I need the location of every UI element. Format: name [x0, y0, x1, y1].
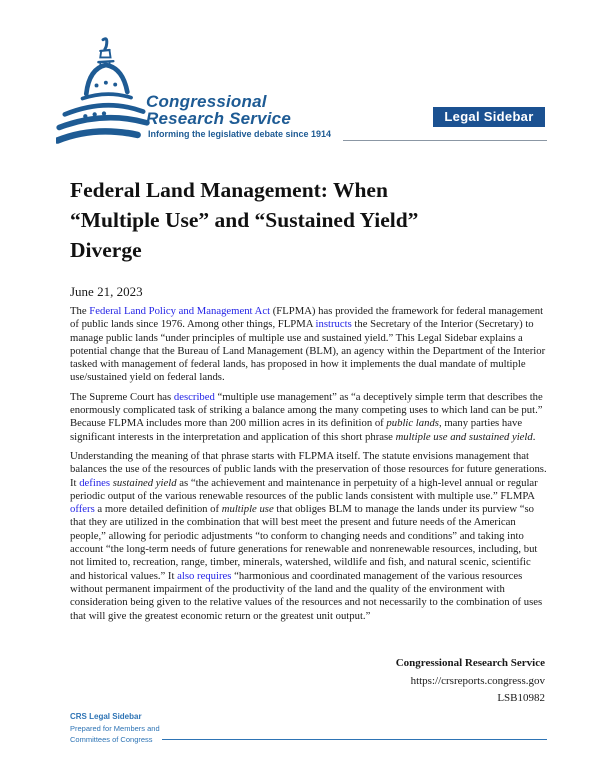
text-run: The Supreme Court has — [70, 390, 174, 403]
footer-series-title: CRS Legal Sidebar — [70, 712, 142, 721]
text-run: (FLPMA) has provided the framework for federal management of public lands since 1976. Among other things, FLPMA — [70, 305, 544, 331]
text-run: Understanding the meaning of that phrase starts with FLPMA itself. The statute envisions management that balances the use of the resources of public lands with the preservation of those resources for future generations. It — [70, 449, 547, 489]
inline-link[interactable]: instructs — [315, 318, 352, 331]
inline-link[interactable]: offers — [70, 503, 95, 516]
footer-prepared-line1: Prepared for Members and — [70, 723, 160, 733]
body-paragraphs — [70, 305, 547, 629]
text-run: the Secretary of the Interior (Secretary) to manage public lands “under principles of multiple use and sustained yield.” This Legal Sidebar explains a potential change that the Bureau of Land Management (BLM), an agency within the Department of the Interior tasked with management of federal lands, has proposed in how it implements the dual mandate of multiple use/sustained yield on federal lands. — [70, 318, 546, 384]
footer-prepared-line2: Committees of Congress — [70, 735, 153, 744]
footer-doc-id: LSB10982 — [497, 692, 545, 704]
title-line-3: Diverge — [70, 238, 142, 262]
publication-date: June 21, 2023 — [70, 284, 143, 299]
text-run: “harmonious and coordinated management of the various resources without permanent impairment of the productivity of the land and the quality of the environment with consideration being given to the relative values of the resources and not necessarily to the combination of uses that will give the greatest economic return or the greatest unit output.” — [70, 569, 543, 622]
footer-url[interactable]: https://crsreports.congress.gov — [410, 674, 545, 687]
footer-left — [70, 711, 160, 746]
text-run: . — [532, 430, 536, 443]
page-title — [70, 175, 550, 265]
footer-org-name: Congressional Research Service — [395, 657, 545, 669]
footer-divider — [162, 739, 547, 740]
inline-link[interactable]: defines — [79, 476, 111, 489]
logo-org-line2: Research Service — [146, 109, 291, 128]
logo-tagline: Informing the legislative debate since 1914 — [148, 129, 332, 139]
italic-term: multiple use and sustained yield — [395, 430, 533, 443]
text-run: , many parties have significant interests in the interpretation and application of this short phrase — [70, 417, 523, 443]
inline-link[interactable]: Federal Land Policy and Management Act — [89, 305, 271, 317]
footer-right — [396, 655, 545, 708]
inline-link[interactable]: also requires — [177, 569, 232, 582]
text-run: “multiple use management” as “a deceptively simple term that describes the enormously complicated task of striking a balance among the many competing uses to which land can be put.” Because FLPMA includes more than 200 million acres in its definition of — [70, 390, 543, 430]
italic-term: public lands — [386, 417, 439, 430]
paragraph — [70, 391, 547, 444]
text-run: a more detailed definition of — [94, 503, 222, 516]
text-run: as “the achievement and maintenance in perpetuity of a high-level annual or regular periodic output of the various renewable resources of the public lands consistent with multiple use.” FLMPA — [70, 476, 538, 502]
header-divider — [343, 140, 547, 141]
text-run: that obliges BLM to manage the lands under its purview “so that they are utilized in the combination that will best meet the present and future needs of the American people,” allowing for periodic adjustments “to conform to changing needs and conditions” and taking into account “the long-term needs of future generations for renewable and nonrenewable resources, including, but not limited to, recreation, range, timber, minerals, watershed, wildlife and fish, and natural scenic, scientific and historical values.” It — [70, 503, 538, 582]
inline-link[interactable]: described — [173, 390, 215, 403]
paragraph — [70, 305, 547, 385]
title-line-2: “Multiple Use” and “Sustained Yield” — [70, 208, 419, 232]
italic-term: sustained yield — [112, 476, 177, 489]
capitol-dome-icon — [56, 36, 152, 148]
title-line-1: Federal Land Management: When — [70, 178, 388, 202]
italic-term: multiple use — [221, 503, 274, 516]
legal-sidebar-badge: Legal Sidebar — [433, 107, 545, 127]
text-run: The — [70, 305, 90, 317]
logo-org-line1: Congressional — [146, 92, 267, 111]
paragraph — [70, 450, 547, 623]
